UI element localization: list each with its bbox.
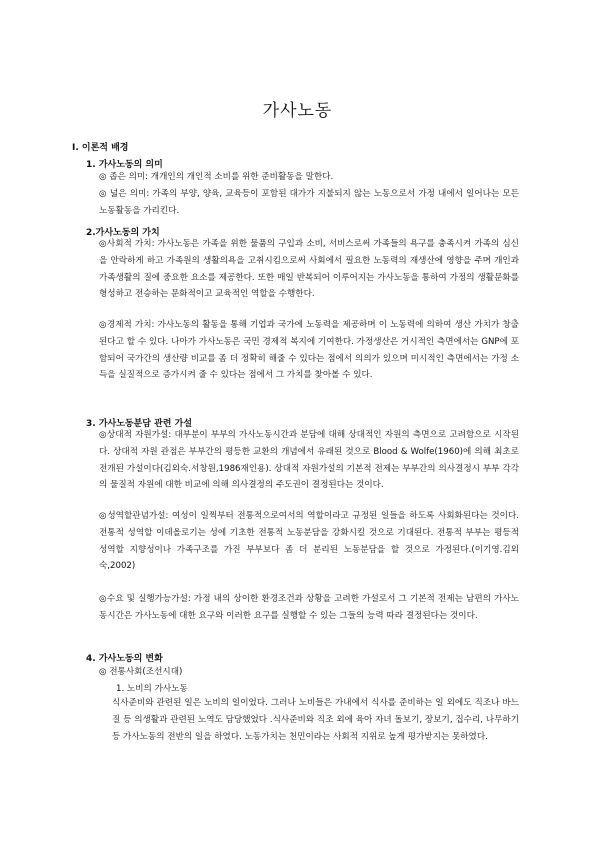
paragraph-demand-capacity: ◎수요 및 실행가능가설: 가정 내의 상이한 환경조건과 상황을 고려한 가설로서 그 기본적 전제는 남편의 가사노동시간은 가사노동에 대한 요구와 이러한 요구를 실행할 수 있는 그들의 능력 따라 결정된다는 것이다. [99,594,519,621]
section-heading-theory: Ⅰ. 이론적 배경 [72,143,129,153]
subsection-heading-meaning: 1. 가사노동의 의미 [86,160,163,170]
paragraph-economic-value: ◎경제적 가치: 가사노동의 활동을 통해 기업과 국가에 노동력을 제공하며 이 노동력에 의하여 생산 가치가 창출된다고 할 수 있다. 나아가 가사노동은 국민 경제적 복지에 기여한다. 가정생산은 거시적인 측면에서는 GNP에 포함되어 국가간의 생산량 비교를 좀 더 정확히 해줄 수 있다는 점에서 의의가 있으며 미시적인 측면에서는 가정 소득을 실질적으로 증가시켜 줄 수 있다는 점에서 그 가치를 찾아볼 수 있다. [99,320,519,381]
era-label: ◎ 전통사회(조선시대) [99,667,183,677]
document-title: 가사노동 [262,101,333,121]
list-item-heading: 1. 노비의 가사노동 [116,684,188,694]
subsection-heading-hypotheses: 3. 가사노동분담 관련 가설 [86,419,193,429]
paragraph-narrow-meaning: ◎ 좁은 의미: 개개인의 개인적 소비를 위한 준비활동을 말한다. [99,172,334,182]
subsection-heading-change: 4. 가사노동의 변화 [86,654,163,664]
paragraph-gender-role: ◎성역할관념가설: 여성이 일찍부터 전통적으로여서의 역할이라고 규정된 일들을 하도록 사회화된다는 것이다. 전통적 성역할 이데올로기는 성에 기초한 전통적 노동분담을 강화시킬 것으로 기대된다. 전통적 부부는 평등적 성역할 지향성이나 가족구조를 가진 부부보다 좀 더 분리된 노동분담을 할 것으로 가정된다.(이기영.김외숙,2002) [99,511,519,572]
subsection-heading-value: 2.가사노동의 가치 [86,228,160,238]
paragraph-broad-meaning: ◎ 넓은 의미: 가족의 부양, 양육, 교육등이 포함된 대가가 지불되지 않는 노동으로서 가정 내에서 일어나는 모든 노동활동을 가리킨다. [99,189,519,216]
paragraph-social-value: ◎사회적 가치: 가사노동은 가족을 위한 물품의 구입과 소비, 서비스로써 가족들의 욕구를 충족시켜 가족의 심신을 안락하게 하고 가족원의 생활의욕을 고취시킴으로써 사회에서 필요한 노동력의 재생산에 영향을 주며 개인과 가족생활의 질에 중요한 요소를 제공한다. 또한 매일 반복되어 이루어지는 가사노동을 통하여 가정의 생활문화를 형성하고 전승하는 문화적이고 교육적인 역할을 수행한다. [99,239,519,300]
paragraph-relative-resource: ◎상대적 자원가설: 대부분이 부부의 가사노동시간과 분담에 대해 상대적인 자원의 측면으로 고려함으로 시작된다. 상대적 자원 관점은 부부간의 평등한 교환의 개념에서 유래된 것으로 Blood & Wolfe(1960)에 의해 최초로 전개된 가설이다(김외숙.서창원,1986재인용). 상대적 자원가설의 기본적 전제는 부부간의 의사결정시 부부 각각의 물질적 자원에 대한 비교에 의해 의사결정의 주도권이 결정된다는 것이다. [99,430,519,491]
paragraph-servant-labor: 식사준비와 관련된 일은 노비의 일이었다. 그러나 노비들은 가내에서 식사를 준비하는 일 외에도 직조나 바느질 등 의생활과 관련된 노역도 담당했었다 .식사준비와 직조 외에 육아 자녀 돌보기, 장보기, 집수리, 나무하기등 가사노동의 전반의 일을 하였다. 노동가치는 천민이라는 사회적 지위로 높게 평가받지는 못하였다. [112,698,519,742]
